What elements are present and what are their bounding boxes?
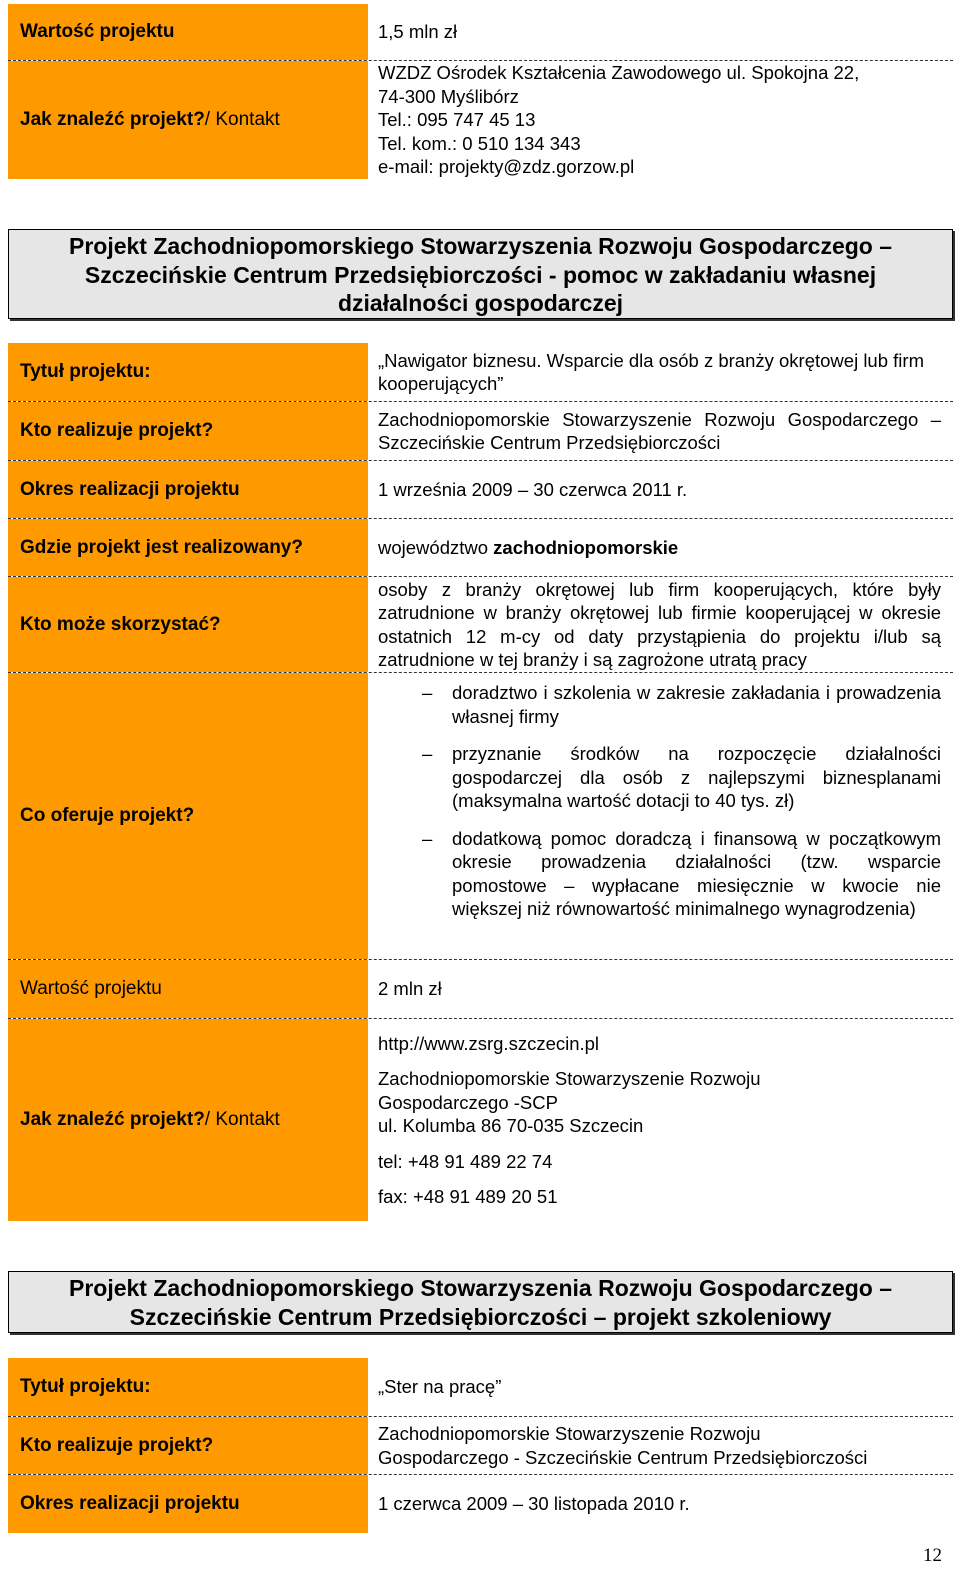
row-offer (8, 673, 953, 959)
who-can-value: osoby z branży okrętowej lub firm kooperujących, które były zatrudnione w branży okrętowej lub firmie kooperującej w okresie ostatnich 12 m-cy od daty przystąpienia do projektu i/lub są zatrudnione w tej branży i są zagrożone utratą pracy (378, 578, 941, 670)
contact-tel: tel: +48 91 489 22 74 (378, 1150, 553, 1172)
header-line: Szczecińskie Centrum Przedsiębiorczości – projekt szkoleniowy (129, 1303, 832, 1330)
period-value: 1 września 2009 – 30 czerwca 2011 r. (378, 478, 688, 500)
contact-url[interactable]: http://www.zsrg.szczecin.pl (378, 1032, 600, 1054)
who-can-label: Kto może skorzystać? (8, 577, 368, 672)
project2-header (8, 1271, 953, 1333)
who-label: Kto realizuje projekt? (8, 402, 368, 460)
contact-line: WZDZ Ośrodek Kształcenia Zawodowego ul. Spokojna 22, (378, 62, 860, 84)
offer-label: Co oferuje projekt? (8, 673, 368, 959)
row-where (8, 519, 953, 576)
row-value (8, 4, 953, 60)
period-label: Okres realizacji projektu (8, 1475, 368, 1533)
header-line: Projekt Zachodniopomorskiego Stowarzyszenia Rozwoju Gospodarczego – (68, 1275, 893, 1301)
project1-header (8, 229, 953, 319)
title-label: Tytuł projektu: (8, 1358, 368, 1416)
offer-list (378, 673, 941, 959)
row-value (8, 960, 953, 1018)
period-value: 1 czerwca 2009 – 30 listopada 2010 r. (378, 1493, 690, 1515)
contact-details (378, 1019, 941, 1221)
who-value: Zachodniopomorskie Stowarzyszenie Rozwoju Gospodarczego – Szczecińskie Centrum Przedsiębiorczości (378, 408, 941, 453)
where-label: Gdzie projekt jest realizowany? (8, 519, 368, 576)
row-who-can (8, 577, 953, 672)
value-label: Wartość projektu (8, 960, 368, 1018)
row-period (8, 461, 953, 518)
contact-line: 74-300 Myślibórz (378, 85, 519, 107)
row-period (8, 1475, 953, 1533)
contact-line: Tel. kom.: 0 510 134 343 (378, 132, 581, 154)
contact-email: e-mail: projekty@zdz.gorzow.pl (378, 156, 635, 178)
contact-org-line: Zachodniopomorskie Stowarzyszenie Rozwoju (378, 1068, 761, 1089)
header-line: Projekt Zachodniopomorskiego Stowarzyszenia Rozwoju Gospodarczego – (68, 233, 893, 259)
contact-address: ul. Kolumba 86 70-035 Szczecin (378, 1115, 644, 1136)
row-contact (8, 1019, 953, 1221)
where-bold: zachodniopomorskie (493, 536, 679, 558)
value-text: 1,5 mln zł (378, 21, 458, 43)
header-line: Szczecińskie Centrum Przedsiębiorczości - pomoc w zakładaniu własnej (84, 261, 877, 288)
contact-label: Jak znaleźć projekt? / Kontakt (8, 61, 368, 179)
where-value: województwo zachodniopomorskie (378, 536, 679, 558)
period-label: Okres realizacji projektu (8, 461, 368, 518)
value-label: Wartość projektu (8, 4, 368, 60)
title-value: „Nawigator biznesu. Wsparcie dla osób z branży okrętowej lub firm kooperujących” (378, 349, 924, 394)
who-value: Zachodniopomorskie Stowarzyszenie Rozwoju Gospodarczego - Szczecińskie Centrum Przedsiębiorczości (378, 1423, 868, 1468)
header-line: działalności gospodarczej (337, 290, 624, 316)
row-who (8, 1417, 953, 1474)
who-label: Kto realizuje projekt? (8, 1417, 368, 1474)
offer-item: – przyznanie środków na rozpoczęcie działalności gospodarczej dla osób z najlepszymi biznesplanami (maksymalna wartość dotacji to 40 tys. zł) (422, 743, 941, 811)
title-label: Tytuł projektu: (8, 343, 368, 401)
offer-item: – doradztwo i szkolenia w zakresie zakładania i prowadzenia własnej firmy (422, 682, 941, 727)
contact-fax: fax: +48 91 489 20 51 (378, 1186, 558, 1207)
row-contact (8, 61, 953, 179)
contact-line: Tel.: 095 747 45 13 (378, 109, 536, 131)
row-title (8, 343, 953, 401)
contact-lines (378, 61, 941, 179)
row-title (8, 1358, 953, 1416)
value-text: 2 mln zł (378, 978, 442, 1000)
row-who (8, 402, 953, 460)
page-number: 12 (923, 1545, 942, 1566)
offer-item: – dodatkową pomoc doradczą i finansową w początkowym okresie prowadzenia działalności (tzw. wsparcie pomostowe – wypłacane miesięcznie w kwocie nie większej niż równowartość minimalnego wynagrodzenia) (422, 827, 941, 919)
contact-label: Jak znaleźć projekt? / Kontakt (8, 1019, 368, 1221)
contact-org-line: Gospodarczego -SCP (378, 1091, 558, 1113)
title-value: „Ster na pracę” (378, 1376, 502, 1398)
